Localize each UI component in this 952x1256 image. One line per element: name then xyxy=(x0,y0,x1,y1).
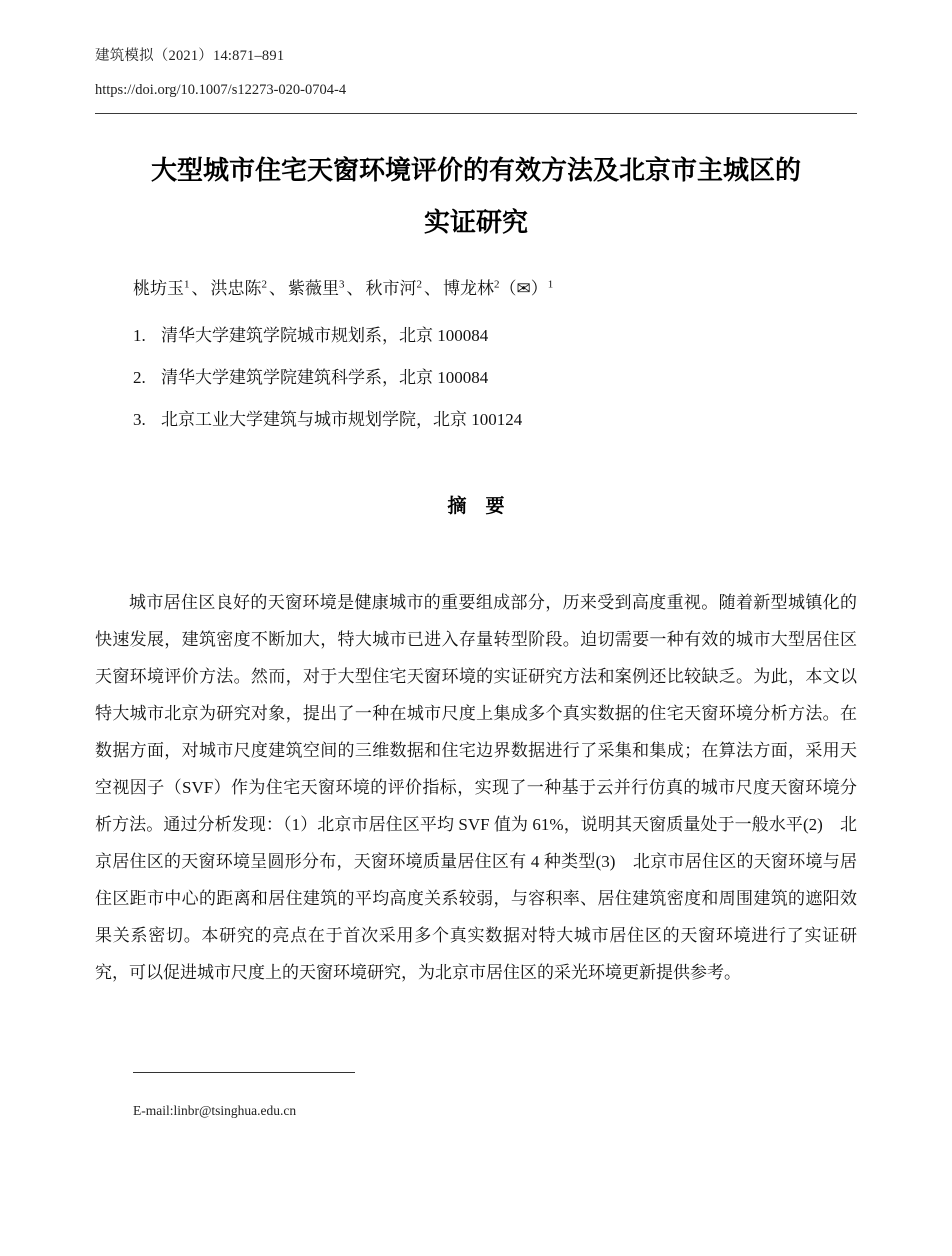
paper-title-line2: 实证研究 xyxy=(423,207,528,237)
affiliation-item: 2. 清华大学建筑学院建筑科学系，北京 100084 xyxy=(133,368,489,387)
paper-title xyxy=(95,144,857,248)
author: 洪忠陈$^2$ 、 xyxy=(210,278,286,298)
affiliation-item: 1. 清华大学建筑学院城市规划系，北京 100084 xyxy=(133,326,489,345)
corresponding-email: E-mail:linbr@tsinghua.edu.cn xyxy=(133,1103,297,1118)
author: 桃坊玉$^1$ 、 xyxy=(133,278,209,298)
footnote xyxy=(133,1072,355,1119)
abstract-heading: 摘 要 xyxy=(447,496,505,517)
affiliation-item: 3. 北京工业大学建筑与城市规划学院，北京 100124 xyxy=(133,410,523,429)
journal-citation: 建筑模拟（2021）14:871–891 xyxy=(95,48,285,64)
envelope-icon: （✉） xyxy=(499,279,548,298)
author: 紫薇里$^3$ 、 xyxy=(288,278,364,298)
doi-link: https://doi.org/10.1007/s12273-020-0704-4 xyxy=(95,82,347,98)
footnote-divider xyxy=(133,1072,355,1073)
paper-title-line1: 大型城市住宅天窗环境评价的有效方法及北京市主城区的 xyxy=(150,155,801,185)
corresponding-author-mark: （✉）$^1$ xyxy=(499,278,554,298)
author: 秋市河$^2$ 、 xyxy=(365,278,441,298)
author-list xyxy=(95,274,857,299)
affiliation-list xyxy=(95,315,857,441)
header-divider xyxy=(95,113,857,114)
author: 博龙林$^2$ xyxy=(443,278,500,298)
abstract-body: 城市居住区良好的天窗环境是健康城市的重要组成部分，历来受到高度重视。随着新型城镇化的快速发展，建筑密度不断加大，特大城市已进入存量转型阶段。迫切需要一种有效的城市大型居住区天窗环境评价方法。然而，对于大型住宅天窗环境的实证研究方法和案例还比较缺乏。为此，本文以特大城市北京为研究对象，提出了一种在城市尺度上集成多个真实数据的住宅天窗环境分析方法。在数据方面，对城市尺度建筑空间的三维数据和住宅边界数据进行了采集和集成；在算法方面，采用天空视因子（SVF）作为住宅天窗环境的评价指标，实现了一种基于云并行仿真的城市尺度天窗环境分析方法。通过分析发现：（1）北京市居住区平均 SVF 值为 61%，说明其天窗质量处于一般水平(2) 北京居住区的天窗环境呈圆形分布，天窗环境质量居住区有 4 种类型(3) 北京市居住区的天窗环境与居住区距市中心的距离和居住建筑的平均高度关系较弱，与容积率、居住建筑密度和周围建筑的遮阳效果关系密切。本研究的亮点在于首次采用多个真实数据对特大城市居住区的天窗环境进行了实证研究，可以促进城市尺度上的天窗环境研究，为北京市居住区的采光环境更新提供参考。 xyxy=(95,593,857,982)
